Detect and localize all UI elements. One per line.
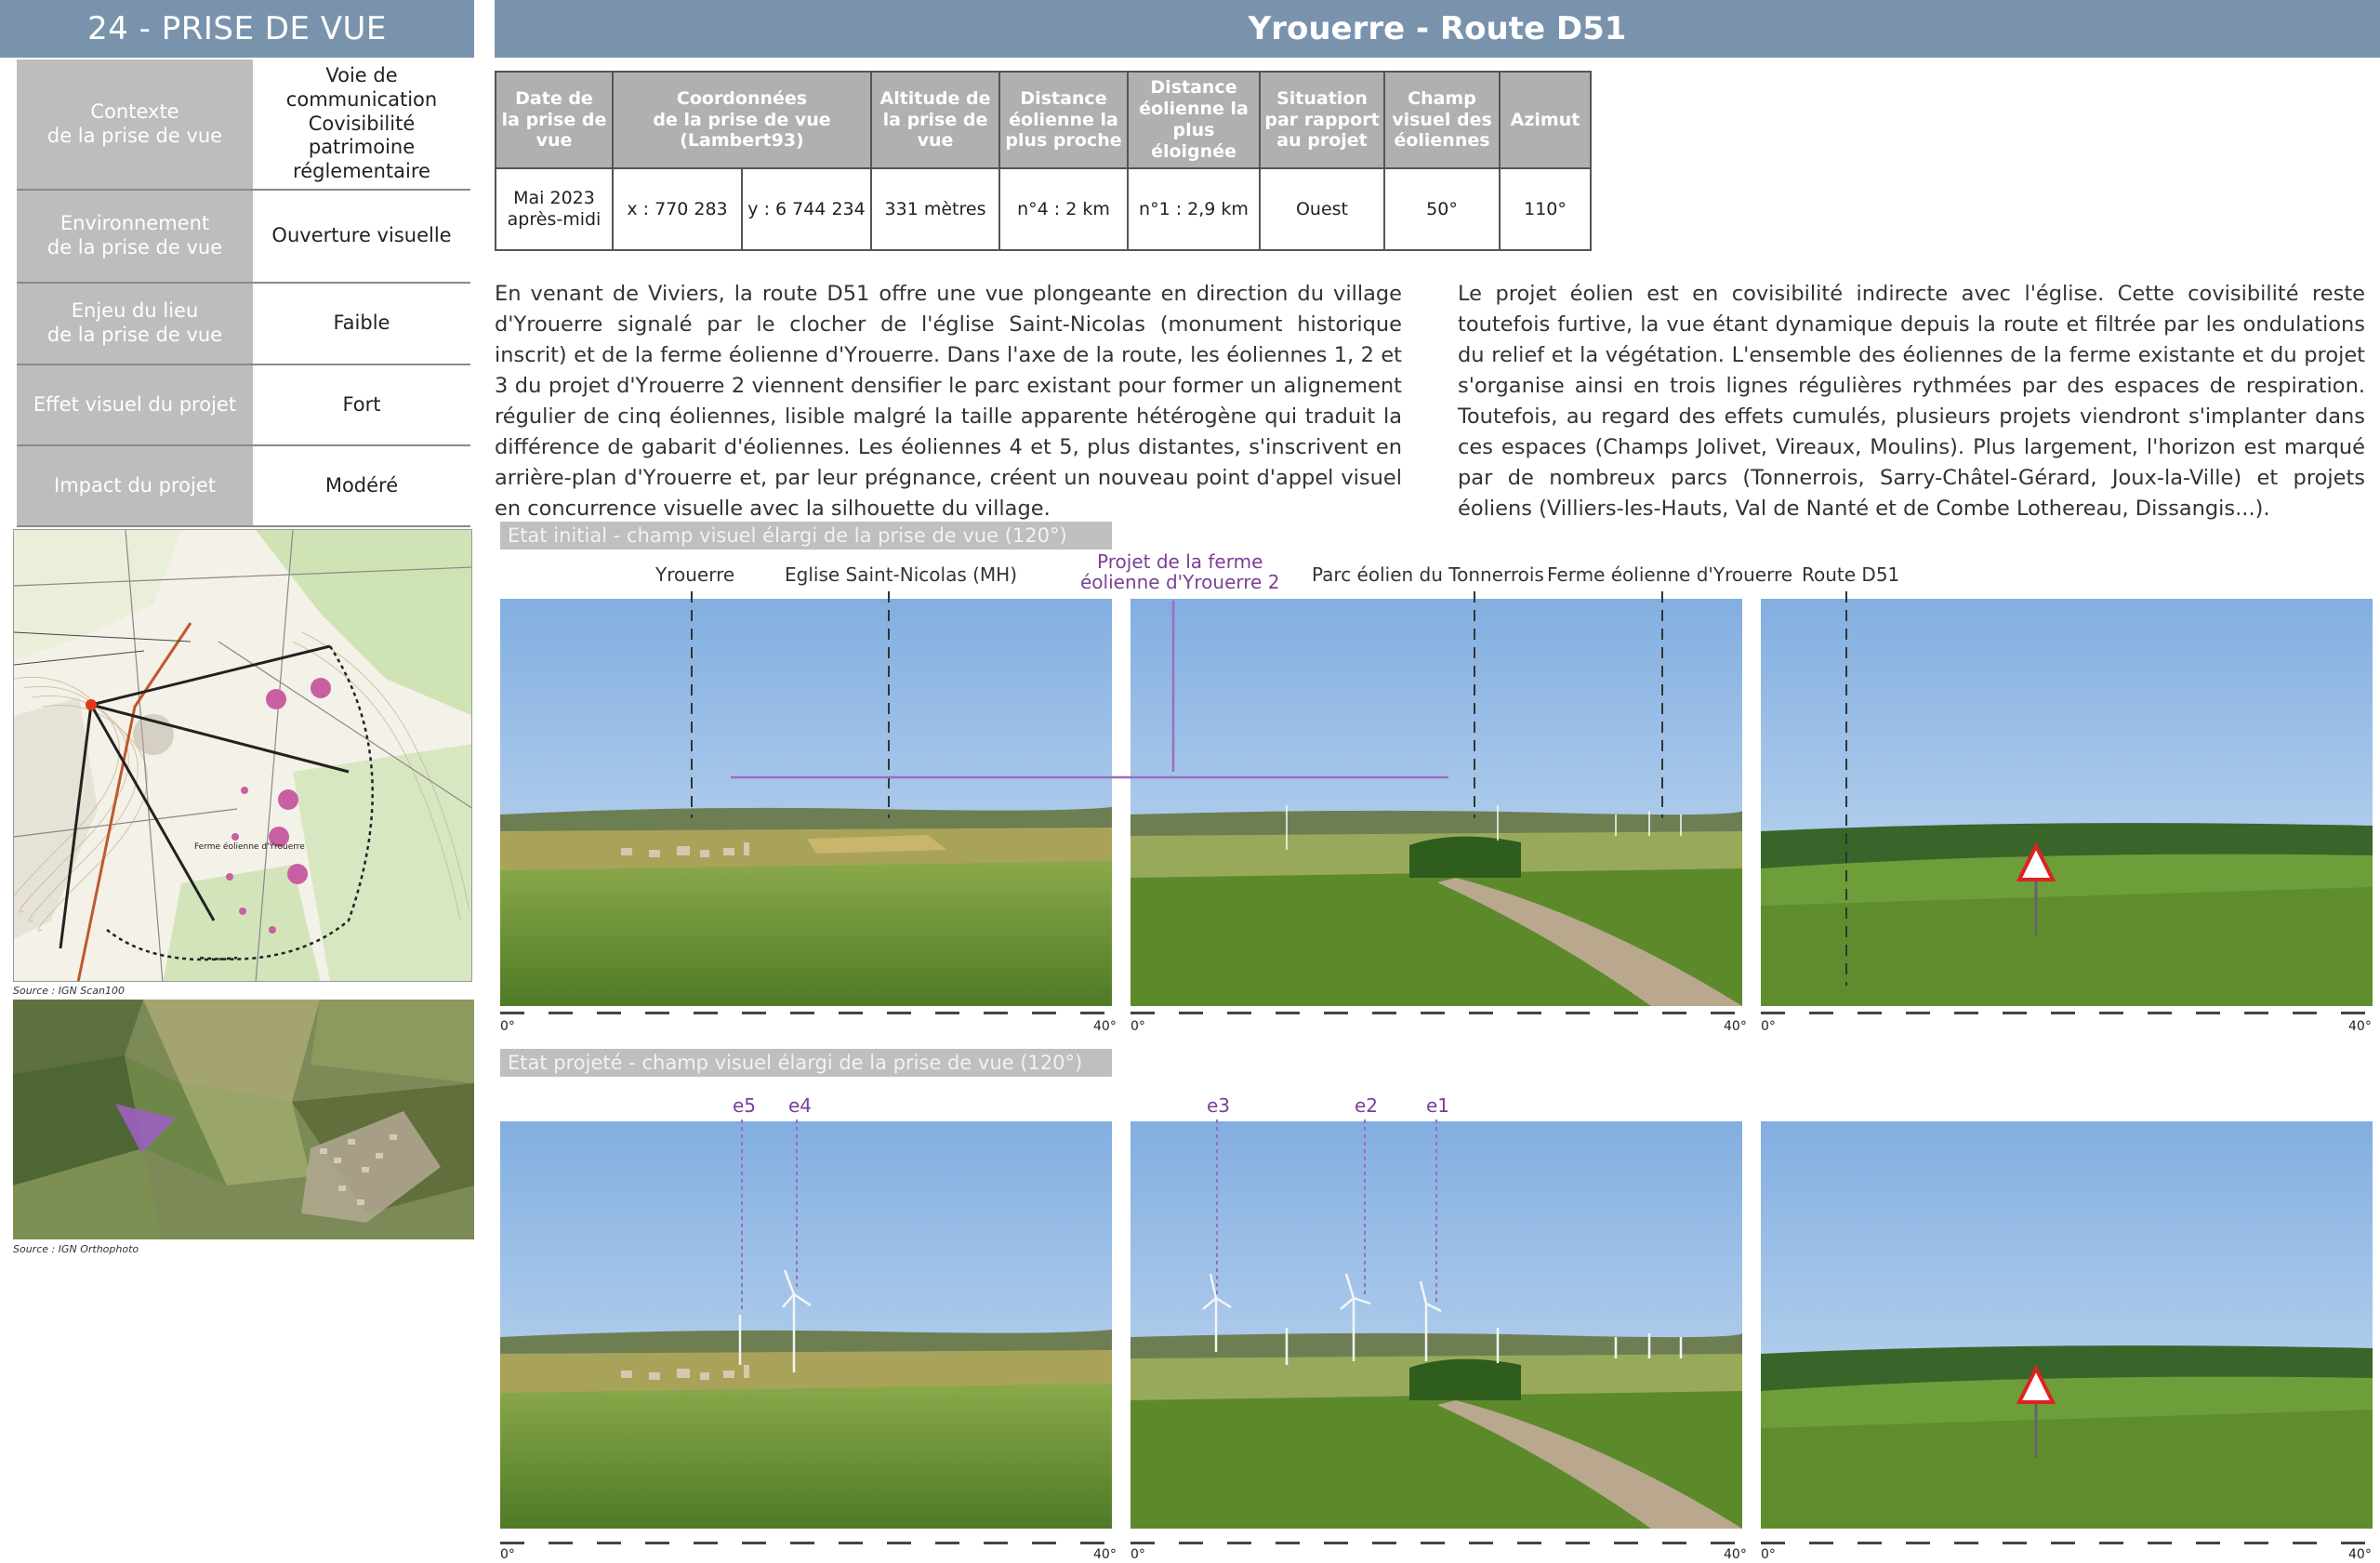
table-header: Date de la prise de vue — [496, 72, 613, 168]
context-value: Faible — [253, 283, 470, 364]
scale-bar — [1761, 1542, 2373, 1544]
context-value: Ouverture visuelle — [253, 190, 470, 283]
scale-start-label: 0° — [1130, 1547, 1145, 1562]
context-label: Enjeu du lieu de la prise de vue — [17, 283, 253, 364]
context-label: Impact du projet — [17, 445, 253, 526]
initial-state-label: Etat initial - champ visuel élargi de la prise de vue (120°) — [500, 522, 1112, 550]
scale-start-label: 0° — [1761, 1019, 1776, 1034]
projected-state-label: Etat projeté - champ visuel élargi de la prise de vue (120°) — [500, 1049, 1112, 1077]
context-value: Voie de communication Covisibilité patrimoine réglementaire — [253, 60, 470, 190]
turbine-label-e5: e5 — [733, 1094, 757, 1117]
scale-start-label: 0° — [500, 1547, 515, 1562]
annotation-projet: Projet de la ferme éolienne d'Yrouerre 2 — [1080, 550, 1280, 594]
scale-bar — [1130, 1542, 1742, 1544]
context-value: Modéré — [253, 445, 470, 526]
turbine-label-e1: e1 — [1426, 1094, 1450, 1117]
table-cell: x : 770 283 — [613, 168, 742, 250]
scale-start-label: 0° — [1761, 1547, 1776, 1562]
context-value: Fort — [253, 364, 470, 445]
table-header: Distance éolienne la plus proche — [999, 72, 1128, 168]
table-header: Azimut — [1500, 72, 1591, 168]
turbine-label-e2: e2 — [1355, 1094, 1379, 1117]
scale-end-label: 40° — [2348, 1547, 2372, 1562]
table-cell: Ouest — [1260, 168, 1384, 250]
table-header: Situation par rapport au projet — [1260, 72, 1384, 168]
context-label: Environnement de la prise de vue — [17, 190, 253, 283]
table-cell: 50° — [1384, 168, 1500, 250]
scale-end-label: 40° — [1093, 1019, 1117, 1034]
page-title: Yrouerre - Route D51 — [495, 0, 2380, 58]
map-ferme-label: Ferme éolienne d'Yrouerre — [194, 842, 305, 852]
table-header: Altitude de la prise de vue — [871, 72, 999, 168]
context-label: Effet visuel du projet — [17, 364, 253, 445]
table-cell: 331 mètres — [871, 168, 999, 250]
table-cell: y : 6 744 234 — [742, 168, 871, 250]
scale-start-label: 0° — [1130, 1019, 1145, 1034]
annotation-ferme: Ferme éolienne d'Yrouerre — [1547, 563, 1793, 586]
annotation-tonnerrois: Parc éolien du Tonnerrois — [1312, 563, 1544, 586]
table-cell: n°1 : 2,9 km — [1128, 168, 1260, 250]
turbine-label-e4: e4 — [788, 1094, 813, 1117]
table-header: Distance éolienne la plus éloignée — [1128, 72, 1260, 168]
table-header: Coordonnées de la prise de vue (Lambert93) — [613, 72, 871, 168]
scale-end-label: 40° — [1724, 1547, 1747, 1562]
scale-start-label: 0° — [500, 1019, 515, 1034]
annotation-yrouerre: Yrouerre — [655, 563, 735, 586]
scale-end-label: 40° — [1093, 1547, 1117, 1562]
scale-bar — [500, 1542, 1112, 1544]
annotation-route: Route D51 — [1802, 563, 1900, 586]
table-cell: 110° — [1500, 168, 1591, 250]
annotation-eglise: Eglise Saint-Nicolas (MH) — [785, 563, 1018, 586]
sheet-number-title: 24 - PRISE DE VUE — [0, 0, 474, 58]
scale-end-label: 40° — [2348, 1019, 2372, 1034]
map-source: Source : IGN Scan100 — [13, 985, 125, 997]
scale-end-label: 40° — [1724, 1019, 1747, 1034]
table-header: Champ visuel des éoliennes — [1384, 72, 1500, 168]
turbine-label-e3: e3 — [1207, 1094, 1231, 1117]
context-label: Contexte de la prise de vue — [17, 60, 253, 190]
ortho-source: Source : IGN Orthophoto — [13, 1243, 139, 1255]
description-paragraph-1: En venant de Viviers, la route D51 offre une vue plongeante en direction du village d'Yrouerre signalé par le clocher de l'église Saint-Nicolas (monument historique inscrit) et de la ferme éolienne d'Yrouerre. Dans l'axe de la route, les éoliennes 1, 2 et 3 du projet d'Yrouerre 2 viennent densifier le parc existant pour former un alignement régulier de cinq éoliennes, lisible malgré la taille apparente hétérogène qui traduit la différence de gabarit d'éoliennes. Les éoliennes 4 et 5, plus distantes, s'inscrivent en arrière-plan d'Yrouerre et, par leur prégnance, créent un nouveau point d'appel visuel en concurrence visuelle avec la silhouette du village. — [495, 282, 1402, 522]
table-cell: Mai 2023 après-midi — [496, 168, 613, 250]
table-cell: n°4 : 2 km — [999, 168, 1128, 250]
description-paragraph-2: Le projet éolien est en covisibilité indirecte avec l'église. Cette covisibilité reste toutefois furtive, la vue étant dynamique depuis la route et filtrée par les ondulations du relief et la végétation. L'ensemble des éoliennes de la ferme existante et du projet s'organise ainsi en trois lignes régulières rythmées par des espaces de respiration. Toutefois, au regard des effets cumulés, plusieurs projets viendront s'implanter dans ces espaces (Champs Jolivet, Vireaux, Moulins). Plus largement, l'horizon est marqué par de nombreux parcs (Tonnerrois, Sarry-Châtel-Gérard, Joux-la-Ville) et projets éoliens (Villiers-les-Hauts, Val de Nanté et de Combe Lothereau, Dissangis...). — [1458, 282, 2365, 522]
